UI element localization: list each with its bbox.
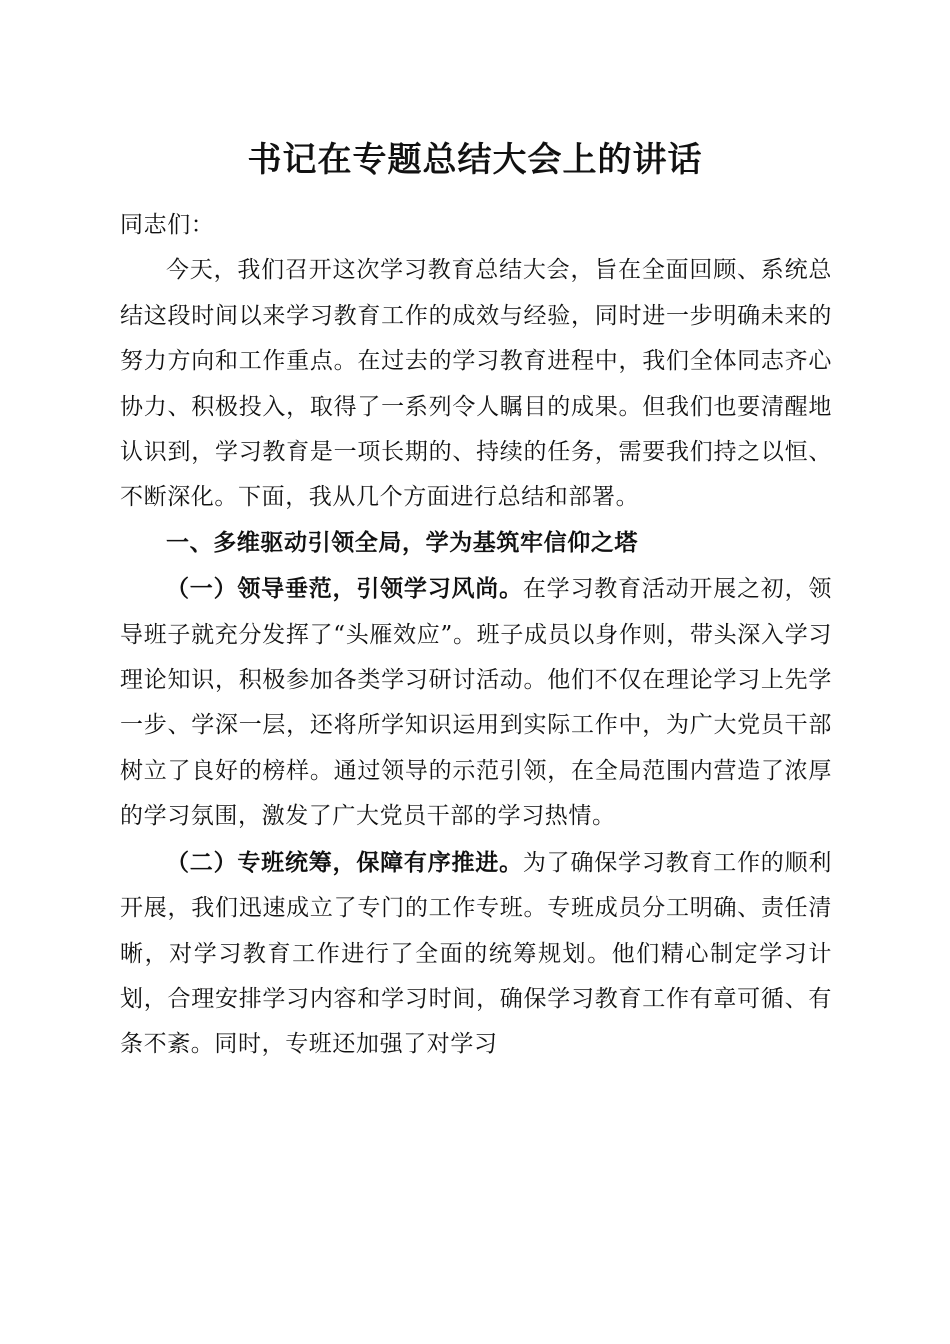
item-body-1: 在学习教育活动开展之初，领导班子就充分发挥了“头雁效应”。班子成员以身作则，带头深入学习理论知识，积极参加各类学习研讨活动。他们不仅在理论学习上先学一步、学深一层，还将所学知识运用到实际工作中，为广大党员干部树立了良好的榜样。通过领导的示范引领，在全局范围内营造了浓厚的学习氛围，激发了广大党员干部的学习热情。: [120, 576, 832, 830]
section-heading-1: 一、多维驱动引领全局，学为基筑牢信仰之塔: [166, 529, 638, 556]
salutation: 同志们：: [120, 212, 215, 238]
item-body-2: 为了确保学习教育工作的顺利开展，我们迅速成立了专门的工作专班。专班成员分工明确、责任清晰，对学习教育工作进行了全面的统筹规划。他们精心制定学习计划，合理安排学习内容和学习时间，确保学习教育工作有章可循、有条不紊。同时，专班还加强了对学习: [120, 849, 832, 1058]
document-title: 书记在专题总结大会上的讲话: [247, 140, 703, 180]
document-body: [120, 203, 832, 1068]
item-lead-1: （一）领导垂范，引领学习风尚。: [166, 575, 523, 603]
intro-paragraph: 今天，我们召开这次学习教育总结大会，旨在全面回顾、系统总结这段时间以来学习教育工作的成效与经验，同时进一步明确未来的努力方向和工作重点。在过去的学习教育进程中，我们全体同志齐心协力、积极投入，取得了一系列令人瞩目的成果。但我们也要清醒地认识到，学习教育是一项长期的、持续的任务，需要我们持之以恒、不断深化。下面，我从几个方面进行总结和部署。: [120, 257, 832, 511]
item-paragraph-2: [120, 840, 832, 1068]
item-lead-2: （二）专班统筹，保障有序推进。: [166, 848, 523, 876]
item-paragraph-1: [120, 566, 832, 839]
